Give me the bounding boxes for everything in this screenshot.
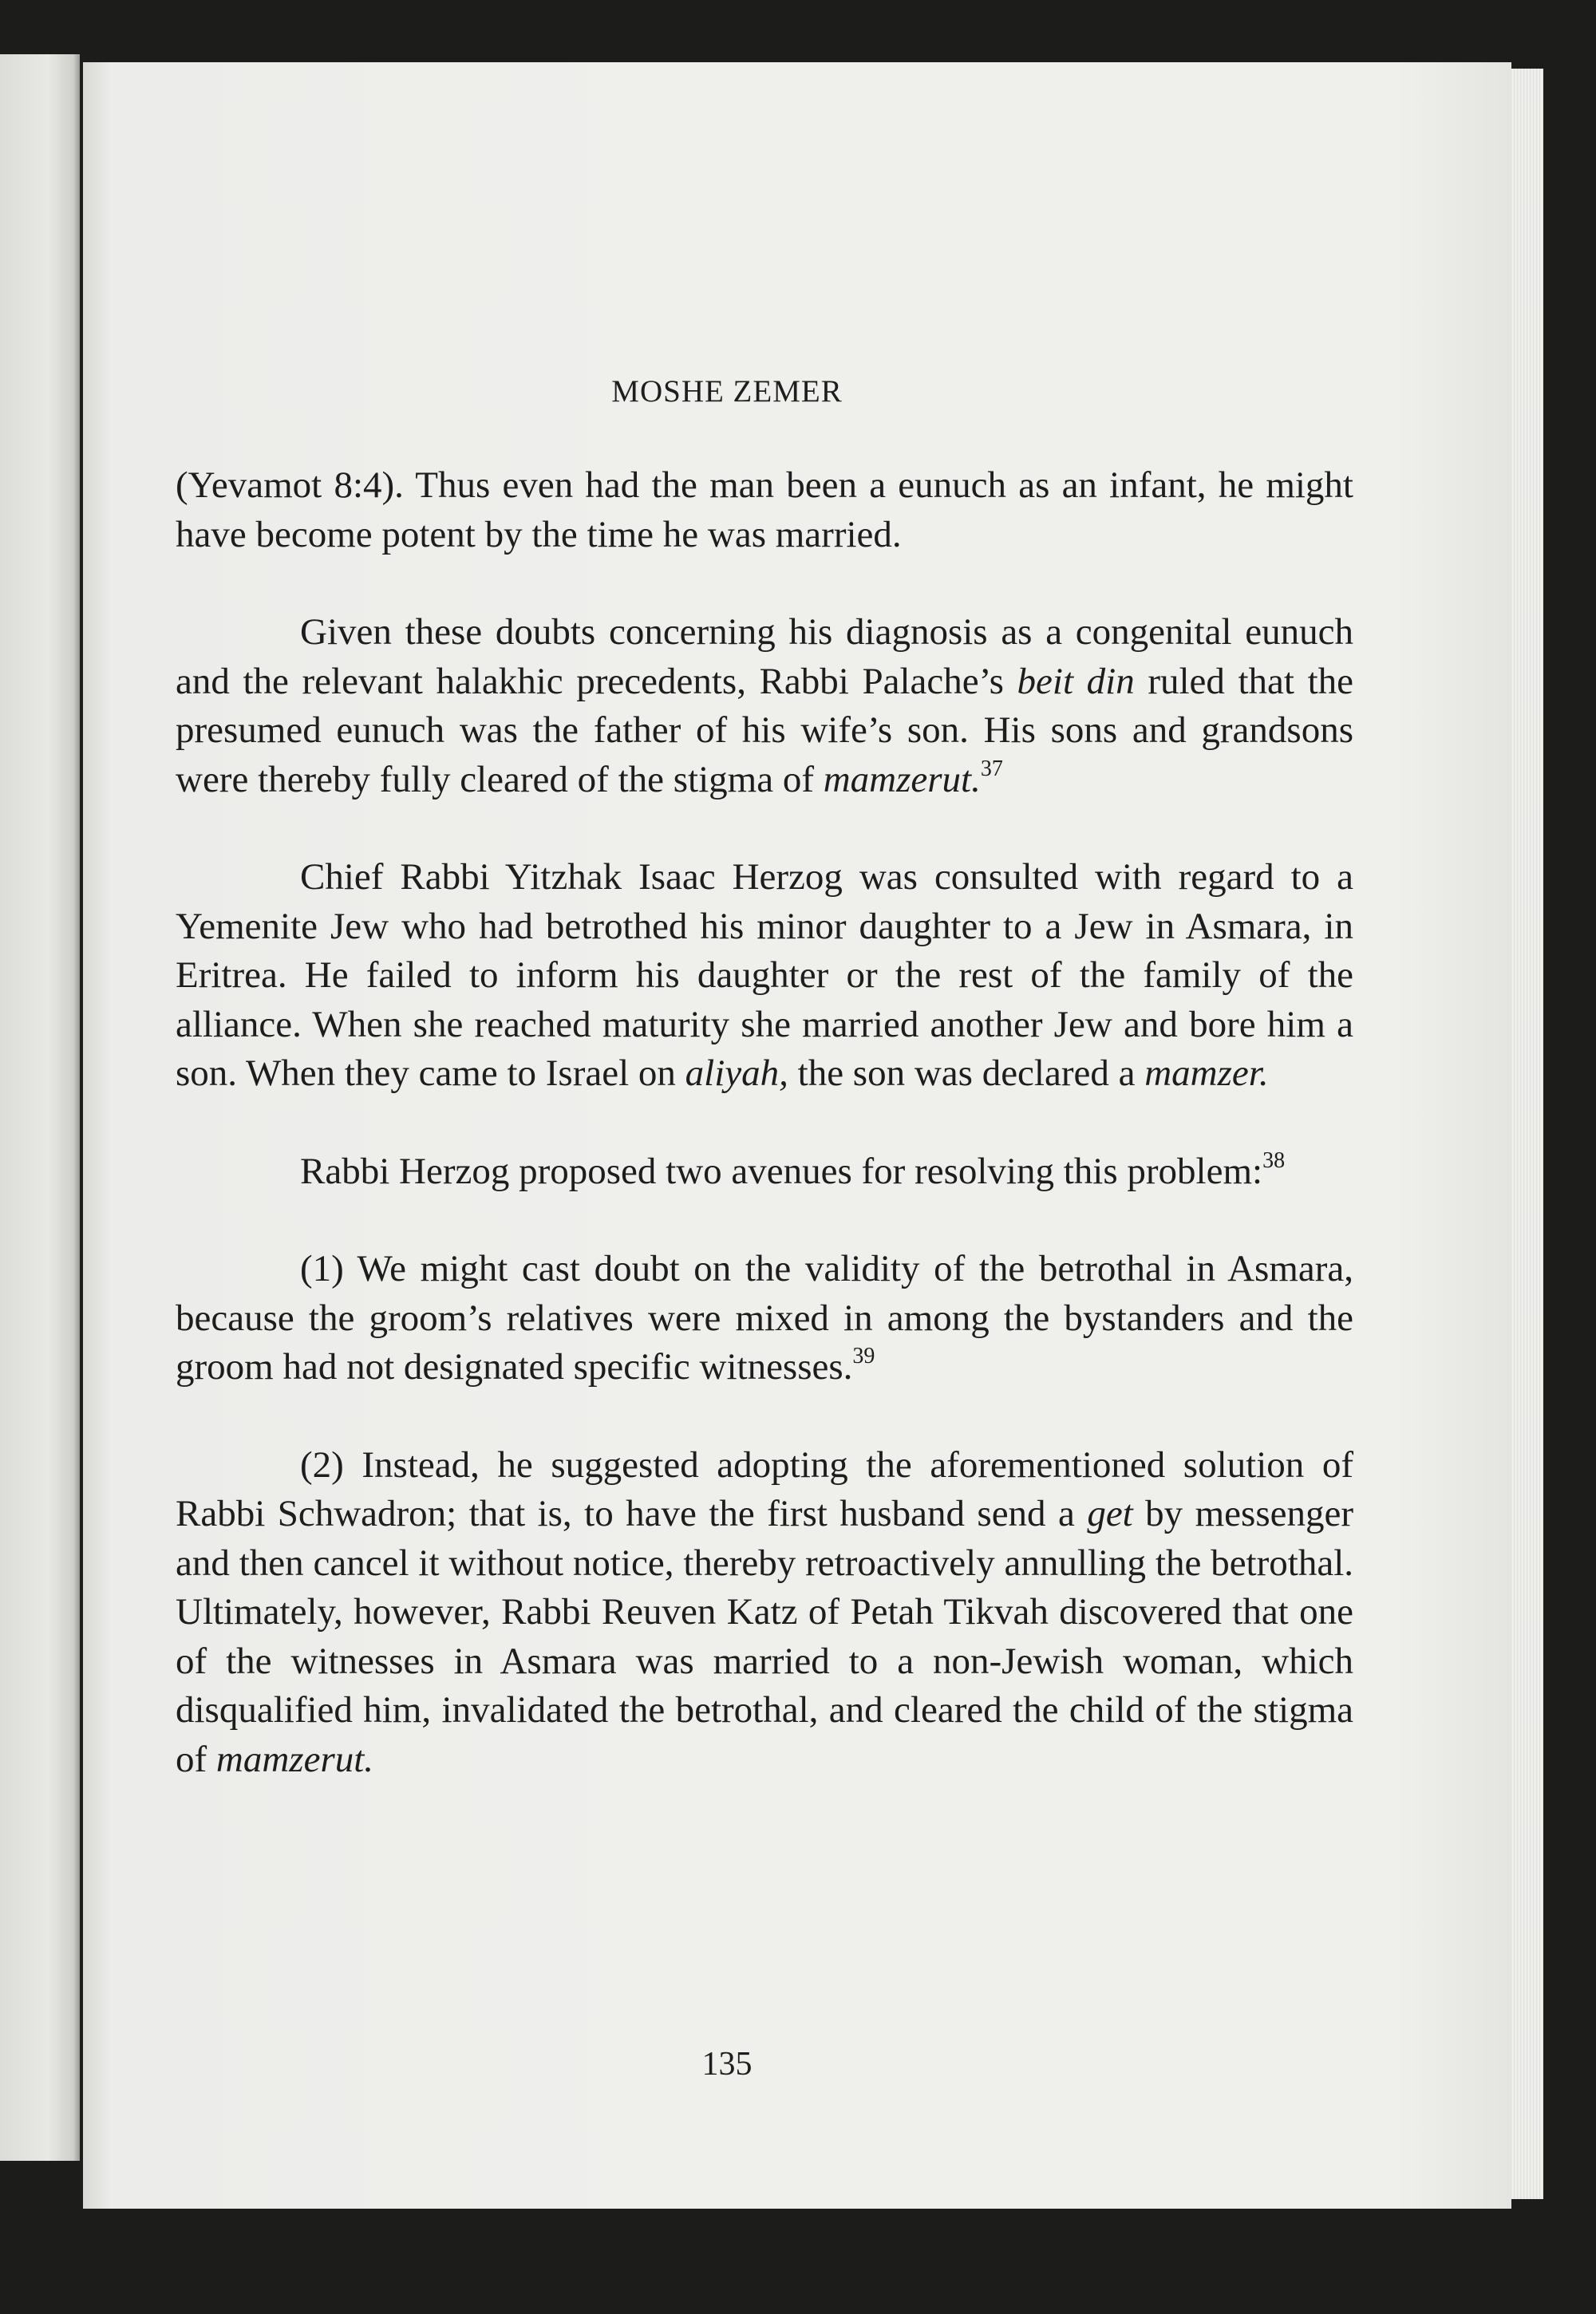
footnote-ref-38[interactable]: 38: [1262, 1147, 1286, 1173]
page-stack-edge: [1511, 69, 1543, 2199]
term-get: get: [1087, 1493, 1133, 1534]
running-head: MOSHE ZEMER: [611, 374, 843, 409]
term-aliyah: aliyah,: [685, 1052, 788, 1094]
term-mamzer: mamzer.: [1144, 1052, 1269, 1094]
paragraph-3: Chief Rabbi Yitzhak Isaac Herzog was consulted with regard to a Yemenite Jew who had betrothed his minor daughter to a Jew in Asmara, in Eritrea. He failed to inform his daughter or the rest of the family of the alliance. When she reached maturity she married another Jew and bore him a son. When they came to Israel on aliyah, the son was declared a mamzer.: [176, 856, 1353, 1094]
term-mamzerut-2: mamzerut.: [215, 1738, 374, 1780]
footnote-ref-39[interactable]: 39: [852, 1344, 875, 1368]
paragraph-5: (1) We might cast doubt on the validity of the betrothal in Asmara, because the groom’s relatives were mixed in among the bystanders and the groom had not designated specific witnesses.$^{39}$: [176, 1248, 1353, 1388]
paragraph-1: (Yevamot 8:4). Thus even had the man been a eunuch as an infant, he might have become potent by the time he was married.: [176, 464, 1353, 555]
paragraph-4: Rabbi Herzog proposed two avenues for resolving this problem:$^{38}$: [300, 1147, 1286, 1192]
facing-page-edge: [0, 54, 80, 2161]
book-page: [83, 62, 1511, 2209]
paragraph-6: (2) Instead, he suggested adopting the aforementioned solution of Rabbi Schwadron; that is, to have the first husband send a get by messenger and then cancel it without notice, thereby retroactively annulling the betrothal. Ultimately, however, Rabbi Reuven Katz of Petah Tikvah discovered that one of the witnesses in Asmara was married to a non-Jewish woman, which disqualified him, invalidated the betrothal, and cleared the child of the stigma of mamzerut.: [176, 1443, 1353, 1780]
paragraph-2: Given these doubts concerning his diagnosis as a congenital eunuch and the relevant halakhic precedents, Rabbi Palache’s beit din ruled that the presumed eunuch was the father of his wife’s son. His sons and grandsons were thereby fully cleared of the stigma of mamzerut.$^{37}$: [176, 611, 1353, 800]
page-number: 135: [701, 2046, 753, 2083]
term-beit-din: beit din: [1017, 660, 1135, 702]
body-text: [176, 461, 1353, 1833]
footnote-ref-37[interactable]: 37: [980, 756, 1003, 781]
term-mamzerut: mamzerut.: [823, 758, 981, 800]
